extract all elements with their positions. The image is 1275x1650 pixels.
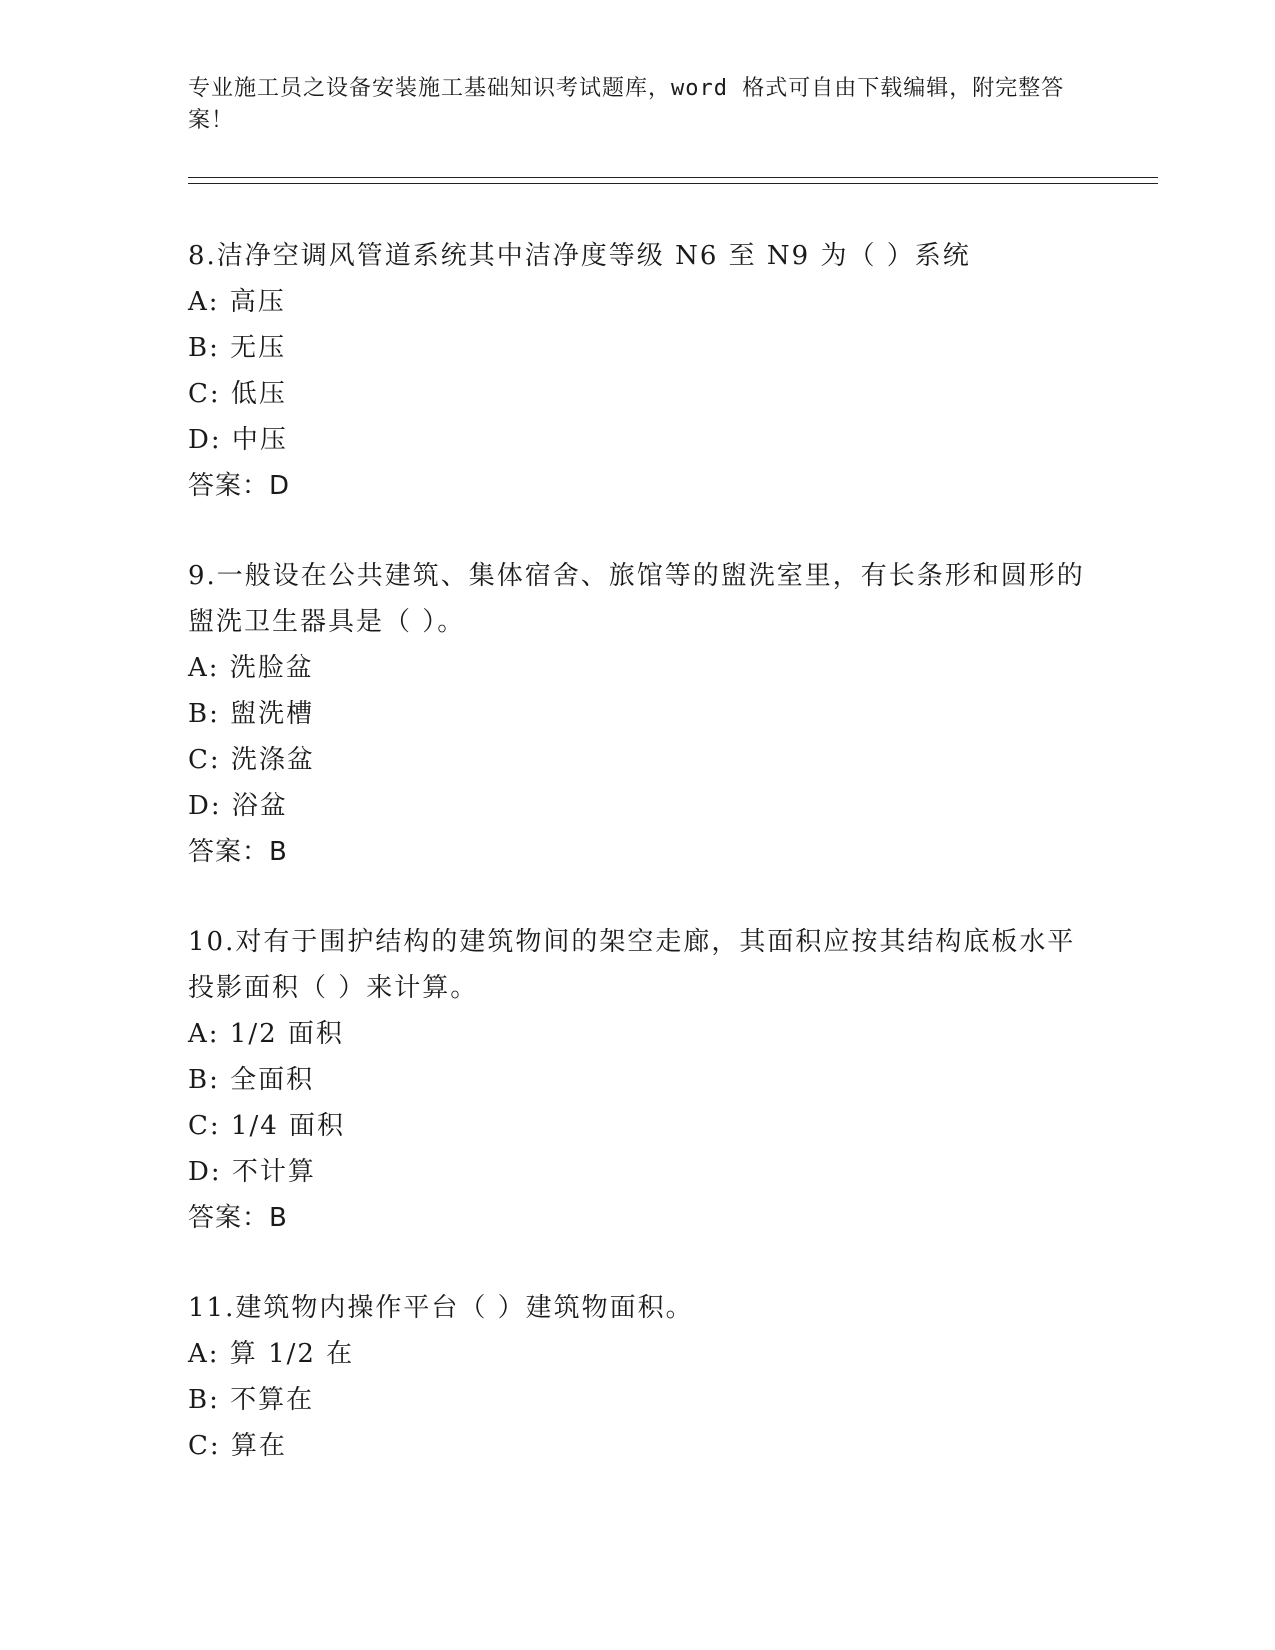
- answer-line: 答案：B: [188, 1203, 288, 1233]
- option-c: C: 低压: [188, 379, 287, 409]
- option-b: B: 不算在: [188, 1385, 315, 1415]
- option-c: C: 洗涤盆: [188, 745, 315, 775]
- option-a: A: 算 1/2 在: [188, 1339, 355, 1369]
- option-a: A: 洗脸盆: [188, 653, 314, 683]
- option-d: D: 不计算: [188, 1157, 316, 1187]
- question-stem: 9.一般设在公共建筑、集体宿舍、旅馆等的盥洗室里，有长条形和圆形的盥洗卫生器具是（ ）。: [188, 561, 1085, 637]
- option-a: A: 1/2 面积: [188, 1019, 344, 1049]
- question-item: [188, 1285, 1088, 1469]
- option-c: C: 算在: [188, 1431, 287, 1461]
- question-stem: 8.洁净空调风管道系统其中洁净度等级 N6 至 N9 为（ ）系统: [188, 241, 971, 271]
- question-item: [188, 233, 1088, 509]
- question-item: [188, 553, 1088, 875]
- answer-line: 答案：B: [188, 837, 288, 867]
- question-item: [188, 919, 1088, 1241]
- option-c: C: 1/4 面积: [188, 1111, 346, 1141]
- question-list: [188, 233, 1088, 1513]
- document-intro: 专业施工员之设备安装施工基础知识考试题库，word 格式可自由下载编辑，附完整答案！: [188, 76, 1065, 133]
- option-b: B: 盥洗槽: [188, 699, 315, 729]
- option-d: D: 浴盆: [188, 791, 288, 821]
- option-b: B: 全面积: [188, 1065, 315, 1095]
- option-b: B: 无压: [188, 333, 287, 363]
- header-divider-top: [188, 177, 1158, 178]
- option-a: A: 高压: [188, 287, 286, 317]
- question-stem: 10.对有于围护结构的建筑物间的架空走廊，其面积应按其结构底板水平投影面积（ ）来计算。: [188, 927, 1076, 1003]
- answer-line: 答案：D: [188, 471, 291, 501]
- option-d: D: 中压: [188, 425, 288, 455]
- header-divider-bottom: [188, 183, 1158, 184]
- question-stem: 11.建筑物内操作平台（ ）建筑物面积。: [188, 1293, 694, 1323]
